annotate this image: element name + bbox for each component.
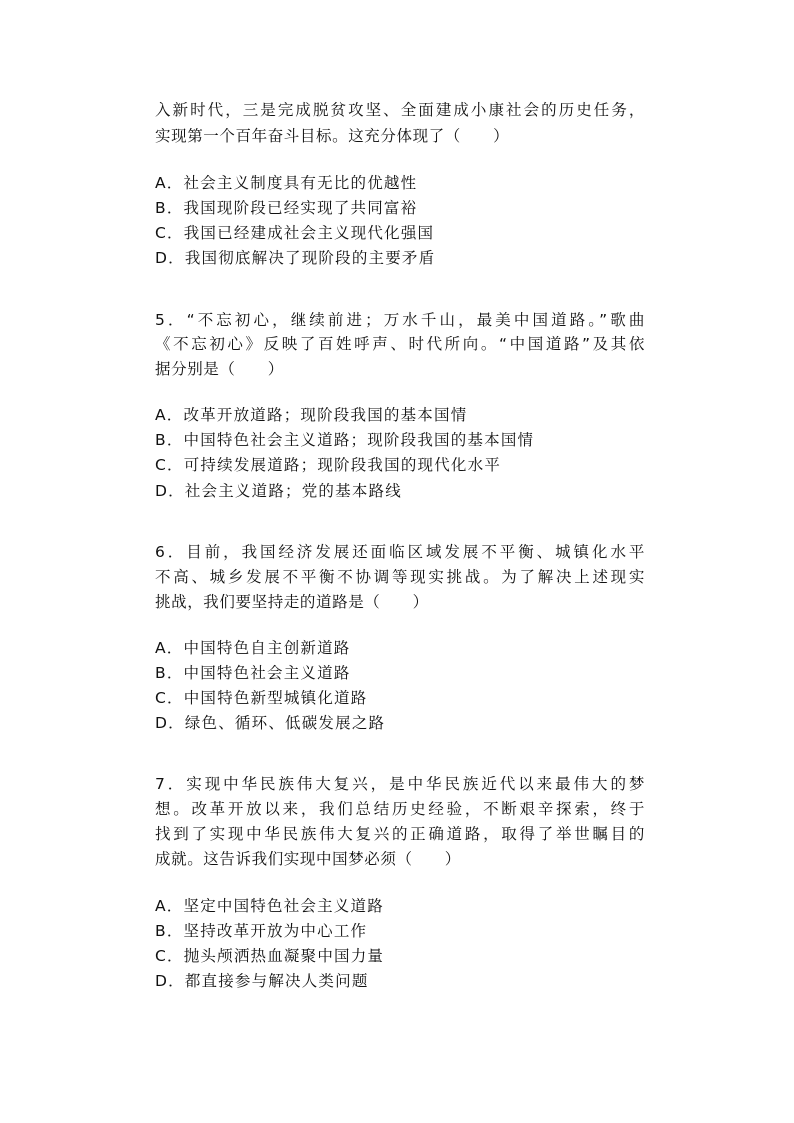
q7-stem-line-4: 成就。这告诉我们实现中国梦必须（ ）	[155, 850, 461, 868]
q6-stem-line-3: 挑战，我们要坚持走的道路是（ ）	[155, 593, 429, 611]
q7-stem-line-2: 想。改革开放以来，我们总结历史经验，不断艰辛探索，终于	[155, 800, 645, 818]
q6-option-b: B．中国特色社会主义道路	[155, 664, 351, 682]
q7-stem-line-1: 7．实现中华民族伟大复兴，是中华民族近代以来最伟大的梦	[155, 775, 645, 793]
q6-stem-line-1: 6．目前，我国经济发展还面临区域发展不平衡、城镇化水平	[155, 543, 645, 561]
q7-option-b: B．坚持改革开放为中心工作	[155, 922, 368, 940]
q7-option-a: A．坚定中国特色社会主义道路	[155, 897, 384, 915]
q6-option-c: C．中国特色新型城镇化道路	[155, 689, 368, 707]
q5-option-c: C．可持续发展道路；现阶段我国的现代化水平	[155, 456, 502, 474]
q4-option-d: D．我国彻底解决了现阶段的主要矛盾	[155, 249, 436, 267]
q6-option-d: D．绿色、循环、低碳发展之路	[155, 714, 386, 732]
q5-stem-line-1: 5．“不忘初心，继续前进；万水千山，最美中国道路。”歌曲	[155, 311, 645, 329]
q7-option-c: C．抛头颅洒热血凝聚中国力量	[155, 947, 385, 965]
q7-option-d: D．都直接参与解决人类问题	[155, 972, 369, 990]
q6-option-a: A．中国特色自主创新道路	[155, 639, 351, 657]
q5-option-a: A．改革开放道路；现阶段我国的基本国情	[155, 406, 468, 424]
q5-option-b: B．中国特色社会主义道路；现阶段我国的基本国情	[155, 431, 535, 449]
q4-stem-line-2: 实现第一个百年奋斗目标。这充分体现了（ ）	[155, 127, 510, 145]
q5-option-d: D．社会主义道路；党的基本路线	[155, 482, 402, 500]
q6-stem-line-2: 不高、城乡发展不平衡不协调等现实挑战。为了解决上述现实	[155, 568, 645, 586]
q5-stem-line-3: 据分别是（ ）	[155, 360, 284, 378]
q4-option-c: C．我国已经建成社会主义现代化强国	[155, 224, 435, 242]
q4-option-b: B．我国现阶段已经实现了共同富裕	[155, 199, 418, 217]
q4-stem-line-1: 入新时代，三是完成脱贫攻坚、全面建成小康社会的历史任务，	[155, 101, 645, 119]
q4-option-a: A．社会主义制度具有无比的优越性	[155, 174, 418, 192]
q5-stem-line-2: 《不忘初心》反映了百姓呼声、时代所向。“中国道路”及其依	[155, 335, 645, 353]
q7-stem-line-3: 找到了实现中华民族伟大复兴的正确道路，取得了举世瞩目的	[155, 825, 645, 843]
